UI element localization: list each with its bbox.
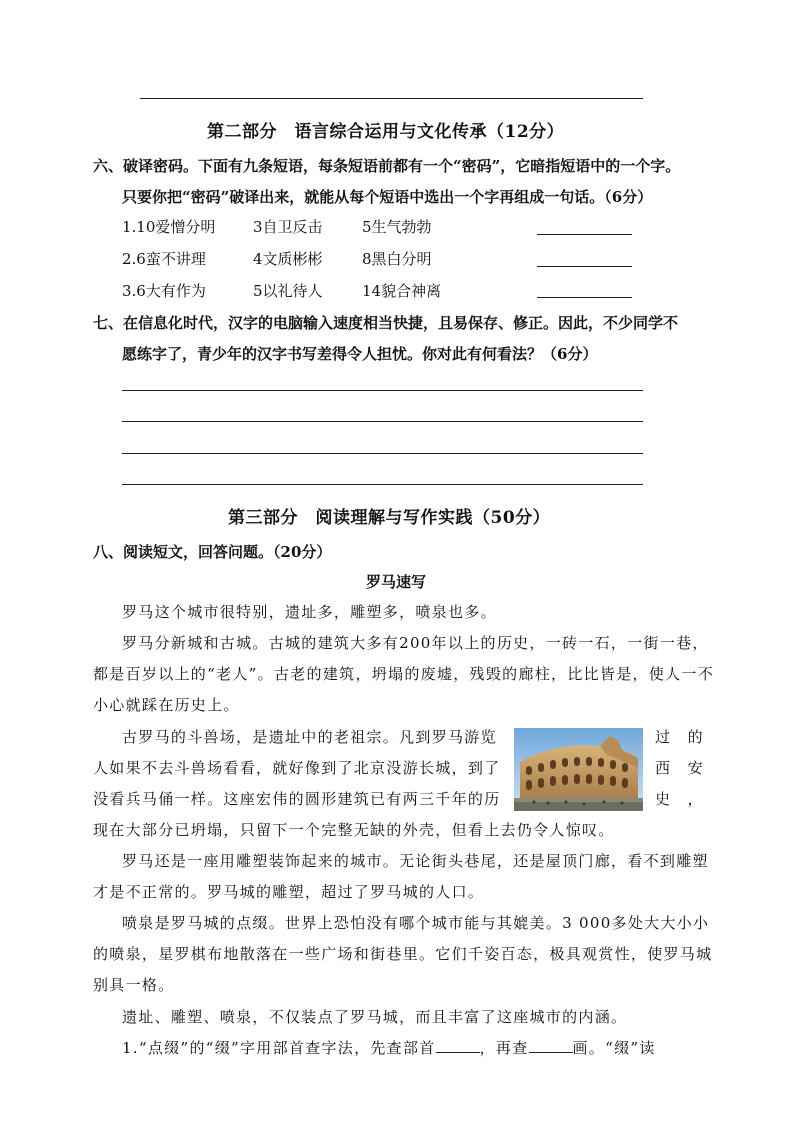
- q7-line1: 七、在信息化时代，汉字的电脑输入速度相当快捷，且易保存、修正。因此，不少同学不: [93, 314, 679, 332]
- q6-phrase: 5生气勃勃: [362, 218, 432, 236]
- article-paragraph: 别具一格。: [93, 976, 175, 994]
- q6-phrase: 1.10爱憎分明: [122, 218, 216, 236]
- article-title: 罗马速写: [366, 573, 427, 591]
- article-paragraph: 史 ，: [655, 790, 704, 808]
- q6-phrase: 4文质彬彬: [253, 250, 323, 268]
- section3-title: 第三部分 阅读理解与写作实践（50分）: [228, 508, 551, 528]
- q7-answer-line[interactable]: [122, 390, 643, 391]
- q7-line2: 愿练字了，青少年的汉字书写差得令人担忧。你对此有何看法？（6分）: [122, 345, 598, 363]
- q6-line2: 只要你把“密码”破译出来，就能从每个短语中选出一个字再组成一句话。（6分）: [122, 188, 653, 206]
- q6-answer-blank[interactable]: [537, 266, 632, 267]
- q6-answer-blank[interactable]: [537, 297, 632, 298]
- q7-answer-line[interactable]: [122, 421, 643, 422]
- article-paragraph: 罗马还是一座用雕塑装饰起来的城市。无论街头巷尾，还是屋顶门廊，看不到雕塑: [122, 852, 709, 870]
- q6-phrase: 14貌合神离: [362, 282, 442, 300]
- section2-title: 第二部分 语言综合运用与文化传承（12分）: [207, 122, 565, 142]
- stroke-count-blank[interactable]: [529, 1038, 573, 1053]
- article-paragraph: 都是百岁以上的“老人”。古老的建筑，坍塌的废墟，残毁的廊柱，比比皆是，使人一不: [93, 665, 715, 683]
- q7-answer-line[interactable]: [122, 484, 643, 485]
- q7-answer-line[interactable]: [122, 453, 643, 454]
- article-paragraph: 西 安: [655, 759, 704, 777]
- sub-question-1-part-b: ，再查: [479, 1039, 529, 1057]
- q6-line1: 六、破译密码。下面有九条短语，每条短语前都有一个“密码”，它暗指短语中的一个字。: [93, 157, 681, 175]
- q6-phrase: 3.6大有作为: [122, 282, 206, 300]
- article-paragraph: 才是不正常的。罗马城的雕塑，超过了罗马城的人口。: [93, 883, 485, 901]
- article-paragraph: 过 的: [655, 728, 704, 746]
- top-divider: [140, 98, 643, 99]
- article-paragraph: 罗马分新城和古城。古城的建筑大多有200年以上的历史，一砖一石，一街一巷，: [122, 634, 709, 652]
- article-paragraph: 的喷泉，星罗棋布地散落在一些广场和街巷里。它们千姿百态，极具观赏性，使罗马城: [93, 945, 713, 963]
- article-paragraph: 人如果不去斗兽场看看，就好像到了北京没游长城，到了: [93, 759, 501, 777]
- article-paragraph: 没看兵马俑一样。这座宏伟的圆形建筑已有两三千年的历: [93, 790, 501, 808]
- radical-blank[interactable]: [436, 1038, 480, 1053]
- article-paragraph: 现在大部分已坍塌，只留下一个完整无缺的外壳，但看上去仍令人惊叹。: [93, 821, 615, 839]
- q6-phrase: 5以礼待人: [253, 282, 323, 300]
- article-paragraph: 喷泉是罗马城的点缀。世界上恐怕没有哪个城市能与其媲美。3 000多处大大小小: [122, 914, 710, 932]
- sub-question-1-part-c: 画。“缀”读: [572, 1039, 656, 1057]
- q6-phrase: 8黑白分明: [362, 250, 432, 268]
- colosseum-photo: [514, 728, 643, 811]
- q6-answer-blank[interactable]: [537, 234, 632, 235]
- q8-heading: 八、阅读短文，回答问题。（20分）: [93, 543, 332, 561]
- article-paragraph: 遗址、雕塑、喷泉，不仅装点了罗马城，而且丰富了这座城市的内涵。: [122, 1008, 628, 1026]
- sub-question-1-part-a: 1.“点缀”的“缀”字用部首查字法，先查部首: [122, 1039, 436, 1057]
- article-paragraph: 罗马这个城市很特别，遗址多，雕塑多，喷泉也多。: [122, 603, 497, 621]
- article-paragraph: 小心就踩在历史上。: [93, 696, 240, 714]
- q6-phrase: 2.6蛮不讲理: [122, 250, 206, 268]
- article-paragraph: 古罗马的斗兽场，是遗址中的老祖宗。凡到罗马游览: [122, 728, 497, 746]
- q6-phrase: 3自卫反击: [253, 218, 323, 236]
- sub-question-1: [122, 1033, 656, 1064]
